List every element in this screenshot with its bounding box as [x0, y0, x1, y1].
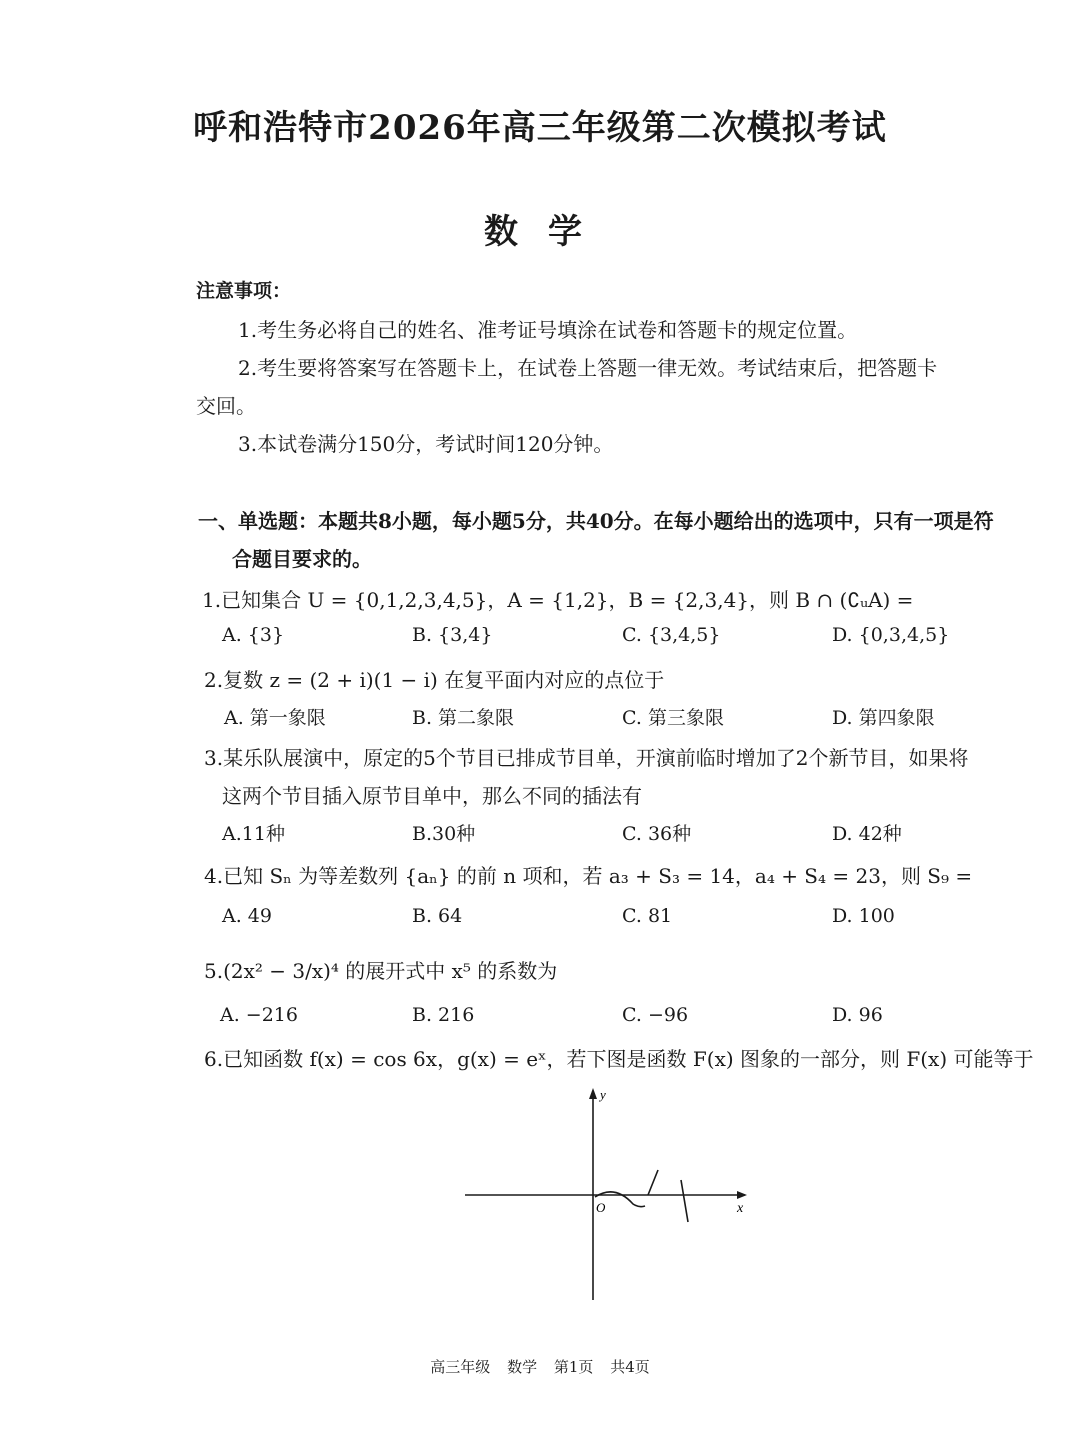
question-2-option-b: B. 第二象限 — [412, 707, 515, 729]
origin-label: O — [596, 1200, 606, 1215]
footer-grade: 高三年级 — [430, 1358, 491, 1376]
question-3-option-d: D. 42种 — [832, 823, 902, 845]
question-6-graph — [455, 1080, 765, 1305]
notice-item-1: 1.考生务必将自己的姓名、准考证号填涂在试卷和答题卡的规定位置。 — [238, 318, 858, 342]
question-5-option-c: C. −96 — [622, 1004, 689, 1026]
question-5-option-a: A. −216 — [220, 1004, 298, 1026]
footer-page-number: 第1页 — [553, 1358, 594, 1376]
curve-segment-2 — [648, 1170, 658, 1195]
question-3-stem-line-2: 这两个节目插入原节目单中，那么不同的插法有 — [222, 784, 642, 808]
question-3-option-a: A.11种 — [222, 823, 285, 845]
question-5-option-d: D. 96 — [832, 1004, 883, 1026]
question-3-stem-line-1: 3.某乐队展演中，原定的5个节目已排成节目单，开演前临时增加了2个新节目，如果将 — [204, 746, 969, 770]
question-2-stem: 2.复数 z = (2 + i)(1 − i) 在复平面内对应的点位于 — [204, 668, 665, 692]
footer-total-pages: 共4页 — [610, 1358, 650, 1376]
curve-segment-3 — [681, 1180, 688, 1222]
question-6-stem: 6.已知函数 f(x) = cos 6x，g(x) = eˣ，若下图是函数 F(x) 图象的一部分，则 F(x) 可能等于 — [204, 1047, 1034, 1071]
notice-item-3: 3.本试卷满分150分，考试时间120分钟。 — [238, 432, 614, 456]
question-5-stem: 5.(2x² − 3/x)⁴ 的展开式中 x⁵ 的系数为 — [204, 959, 558, 983]
exam-title: 呼和浩特市2026年高三年级第二次模拟考试 — [193, 108, 887, 148]
notice-heading: 注意事项： — [196, 280, 292, 302]
footer-subject: 数学 — [507, 1358, 538, 1376]
question-4-option-b: B. 64 — [412, 905, 463, 927]
question-4-option-d: D. 100 — [832, 905, 895, 927]
question-4-option-c: C. 81 — [622, 905, 673, 927]
question-1-option-c: C. {3,4,5} — [622, 624, 721, 646]
section-1-heading-line-1: 一、单选题：本题共8小题，每小题5分，共40分。在每小题给出的选项中，只有一项是符 — [198, 509, 994, 533]
question-1-option-b: B. {3,4} — [412, 624, 493, 646]
question-3-option-b: B.30种 — [412, 823, 476, 845]
question-2-option-a: A. 第一象限 — [224, 707, 326, 729]
question-4-stem: 4.已知 Sₙ 为等差数列 {aₙ} 的前 n 项和，若 a₃ + S₃ = 14，a₄ + S₄ = 23，则 S₉ = — [204, 864, 973, 888]
question-3-option-c: C. 36种 — [622, 823, 692, 845]
exam-subject: 数学 — [484, 212, 612, 252]
question-2-option-d: D. 第四象限 — [832, 707, 935, 729]
notice-item-2-line-2: 交回。 — [196, 394, 256, 418]
question-2-option-c: C. 第三象限 — [622, 707, 724, 729]
question-1-option-d: D. {0,3,4,5} — [832, 624, 950, 646]
y-axis — [589, 1088, 597, 1300]
page-footer — [0, 1356, 1080, 1377]
y-axis-label: y — [600, 1087, 606, 1102]
question-1-option-a: A. {3} — [222, 624, 285, 646]
notice-item-2-line-1: 2.考生要将答案写在答题卡上，在试卷上答题一律无效。考试结束后，把答题卡 — [238, 356, 938, 380]
question-5-option-b: B. 216 — [412, 1004, 475, 1026]
question-4-option-a: A. 49 — [222, 905, 272, 927]
section-1-heading-line-2: 合题目要求的。 — [232, 547, 372, 571]
x-axis-label: x — [737, 1201, 744, 1216]
question-1-stem: 1.已知集合 U = {0,1,2,3,4,5}，A = {1,2}，B = {2,3,4}，则 B ∩ (∁ᵤA) = — [202, 588, 914, 612]
